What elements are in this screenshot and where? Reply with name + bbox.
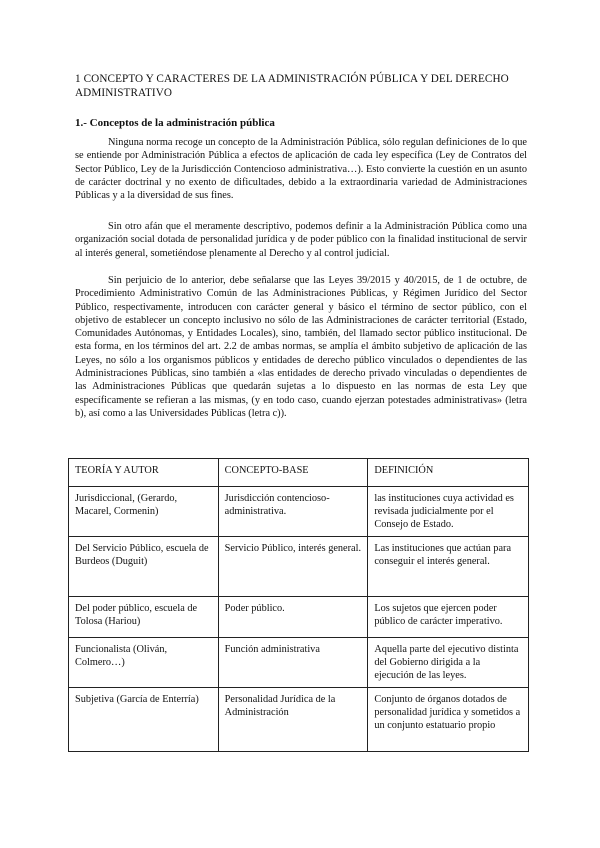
table-row: [69, 597, 529, 638]
header-concept: CONCEPTO-BASE: [218, 459, 368, 487]
cell-theory: Jurisdiccional, (Gerardo, Macarel, Cormenin): [69, 487, 219, 537]
table-row: [69, 688, 529, 752]
cell-definition: Aquella parte del ejecutivo distinta del Gobierno dirigida a la ejecución de las leyes.: [368, 638, 529, 688]
header-theory: TEORÍA Y AUTOR: [69, 459, 219, 487]
paragraph-laws: Sin perjuicio de lo anterior, debe señalarse que las Leyes 39/2015 y 40/2015, de 1 de octubre, de Procedimiento Administrativo Común de las Administraciones Públicas, y Régimen Jurídico del Sector Público, respectivamente, introducen con carácter general y básico el término de sector público, con el objetivo de establecer un concepto inclusivo no sólo de las Administraciones de carácter territorial (Estado, Comunidades Autónomas, y Entidades Locales), sino, también, del llamado sector público institucional. De esta forma, en los términos del art. 2.2 de ambas normas, se amplía el ámbito subjetivo de aplicación de las Leyes, no sólo a los organismos públicos y entidades de derecho público vinculados o dependientes de las Administraciones Públicas, sino también a «las entidades de derecho privado vinculadas o dependientes de las Administraciones Públicas que quedarán sujetas a lo dispuesto en las normas de esta Ley que específicamente se refieran a las mismas, (y en todo caso, cuando ejerzan potestades administrativas» (letra b), así como a las Universidades Públicas (letra c)).: [75, 275, 527, 419]
cell-concept: Poder público.: [218, 597, 368, 638]
table-header-row: [69, 459, 529, 487]
cell-definition: Conjunto de órganos dotados de personalidad jurídica y sometidos a un conjunto estatuario propio: [368, 688, 529, 752]
cell-concept: Personalidad Jurídica de la Administración: [218, 688, 368, 752]
paragraph-intro: Ninguna norma recoge un concepto de la Administración Pública, sólo regulan definiciones de lo que se entiende por Administración Pública a efectos de aplicación de cada ley específica (Ley de Contratos del Sector Público, Ley de la Jurisdicción Contencioso administrativa…). Esto convierte la cuestión en un asunto de carácter doctrinal y no exento de dificultades, debido a la extraordinaria variedad de Administraciones Públicas y a la diversidad de sus fines.: [75, 137, 527, 202]
cell-theory: Del Servicio Público, escuela de Burdeos (Duguit): [69, 537, 219, 597]
header-definition: DEFINICIÓN: [368, 459, 529, 487]
cell-definition: Los sujetos que ejercen poder público de carácter imperativo.: [368, 597, 529, 638]
cell-theory: Del poder público, escuela de Tolosa (Hariou): [69, 597, 219, 638]
paragraph-definition: Sin otro afán que el meramente descriptivo, podemos definir a la Administración Pública como una organización social dotada de personalidad jurídica y de poder público con la finalidad institucional de servir al interés general, sometiéndose plenamente al Derecho y al control judicial.: [75, 221, 527, 259]
cell-definition: Las instituciones que actúan para conseguir el interés general.: [368, 537, 529, 597]
cell-concept: Servicio Público, interés general.: [218, 537, 368, 597]
theories-table: [68, 458, 529, 752]
cell-theory: Subjetiva (García de Enterría): [69, 688, 219, 752]
section-heading: 1 CONCEPTO Y CARACTERES DE LA ADMINISTRACIÓN PÚBLICA Y DEL DERECHO ADMINISTRATIVO: [75, 73, 509, 99]
table-row: [69, 537, 529, 597]
cell-definition: las instituciones cuya actividad es revisada judicialmente por el Consejo de Estado.: [368, 487, 529, 537]
table-row: [69, 487, 529, 537]
subsection-heading: 1.- Conceptos de la administración pública: [75, 117, 275, 129]
table-row: [69, 638, 529, 688]
cell-theory: Funcionalista (Oliván, Colmero…): [69, 638, 219, 688]
cell-concept: Función administrativa: [218, 638, 368, 688]
cell-concept: Jurisdicción contencioso-administrativa.: [218, 487, 368, 537]
